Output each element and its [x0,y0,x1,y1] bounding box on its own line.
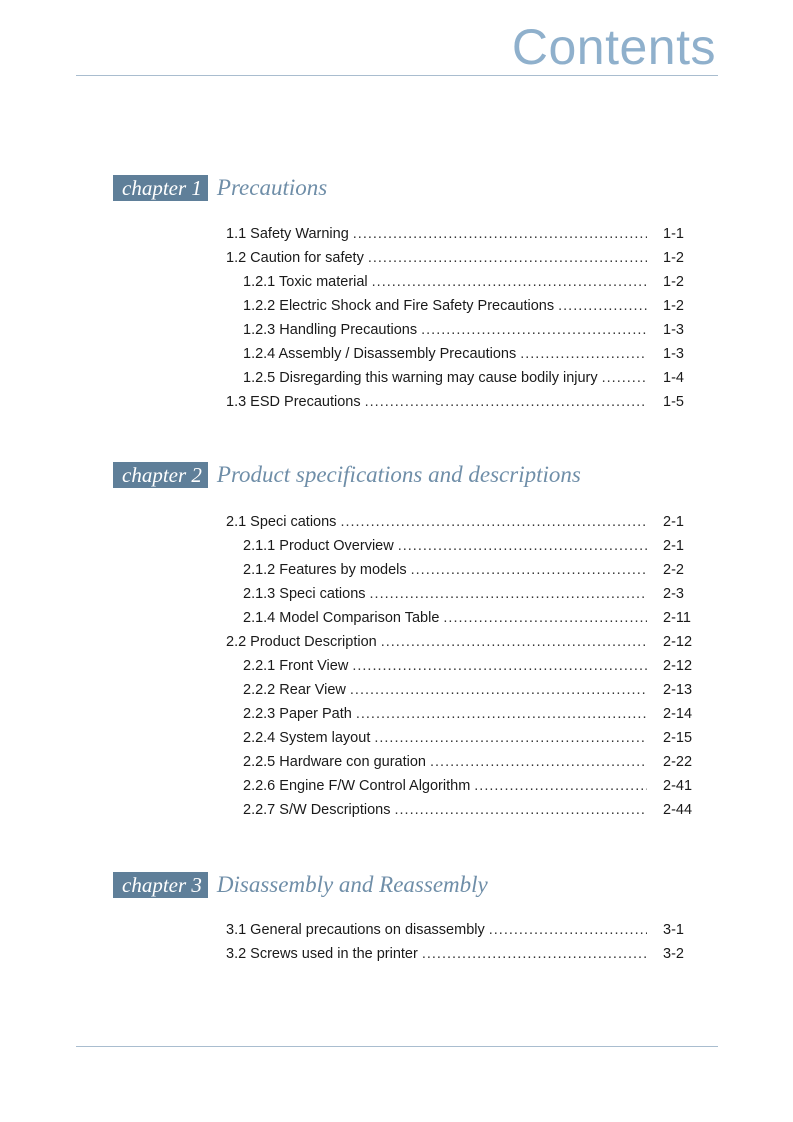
toc-entry[interactable] [226,534,711,558]
chapter-title: Product specifications and descriptions [216,462,581,487]
toc-entry[interactable] [226,798,711,822]
page-title: Contents [511,19,716,75]
chapter-badge: chapter 3 [113,872,208,898]
dot-leader [602,366,647,390]
toc-entry-page: 2-44 [663,802,693,818]
toc-entry-page: 1-1 [663,226,684,242]
toc-entry-page: 3-1 [663,922,684,938]
toc-entry-title: 2.2.2 Rear View [226,678,350,702]
toc-entry-title: 2.1 Speci cations [226,510,340,534]
dot-leader [411,558,647,582]
toc-entry[interactable] [226,678,711,702]
toc-entry-page: 1-2 [663,250,684,266]
dot-leader [421,318,647,342]
chapter-title: Disassembly and Reassembly [216,872,488,897]
toc-entry-title: 1.2.3 Handling Precautions [226,318,421,342]
toc-entry-page: 2-1 [663,514,684,530]
dot-leader [365,390,647,414]
toc-entry-title: 2.1.1 Product Overview [226,534,398,558]
toc-entry-page: 1-3 [663,322,684,338]
dot-leader [520,342,647,366]
toc-entry-title: 2.2 Product Description [226,630,381,654]
toc-entry-title: 1.2 Caution for safety [226,246,368,270]
toc-entry-title: 2.2.4 System layout [226,726,374,750]
dot-leader [370,582,647,606]
dot-leader [489,918,647,942]
toc-entry-page: 2-22 [663,754,693,770]
toc-entry[interactable] [226,582,711,606]
toc-entry[interactable] [226,726,711,750]
chapter-3-toc [226,918,711,966]
toc-entry-title: 1.2.4 Assembly / Disassembly Precautions [226,342,520,366]
toc-entry-page: 2-12 [663,658,693,674]
toc-entry[interactable] [226,342,711,366]
toc-entry[interactable] [226,246,711,270]
chapter-1-heading [113,175,327,201]
toc-entry-page: 2-11 [663,610,691,626]
toc-entry-title: 2.2.6 Engine F/W Control Algorithm [226,774,474,798]
toc-entry-page: 2-12 [663,634,693,650]
toc-entry-title: 2.2.7 S/W Descriptions [226,798,394,822]
chapter-badge: chapter 2 [113,462,208,488]
toc-entry-page: 2-3 [663,586,684,602]
toc-entry-page: 2-41 [663,778,693,794]
toc-entry-page: 1-2 [663,274,684,290]
toc-entry[interactable] [226,558,711,582]
toc-entry-title: 3.2 Screws used in the printer [226,942,422,966]
dot-leader [353,222,647,246]
toc-entry[interactable] [226,702,711,726]
toc-entry[interactable] [226,366,711,390]
dot-leader [350,678,647,702]
dot-leader [368,246,647,270]
toc-entry[interactable] [226,750,711,774]
toc-entry[interactable] [226,774,711,798]
toc-entry-title: 1.3 ESD Precautions [226,390,365,414]
chapter-title: Precautions [216,175,328,200]
toc-entry-title: 2.2.3 Paper Path [226,702,356,726]
dot-leader [558,294,647,318]
chapter-badge: chapter 1 [113,175,208,201]
toc-entry-page: 1-2 [663,298,684,314]
toc-entry-title: 3.1 General precautions on disassembly [226,918,489,942]
bottom-divider [76,1046,718,1047]
toc-entry[interactable] [226,270,711,294]
toc-entry-title: 2.2.5 Hardware con guration [226,750,430,774]
toc-entry[interactable] [226,654,711,678]
toc-entry-page: 2-14 [663,706,693,722]
dot-leader [352,654,647,678]
toc-entry-title: 2.1.4 Model Comparison Table [226,606,443,630]
dot-leader [381,630,647,654]
dot-leader [372,270,647,294]
toc-entry-page: 1-4 [663,370,684,386]
toc-entry[interactable] [226,222,711,246]
chapter-1-toc [226,222,711,414]
toc-entry[interactable] [226,606,711,630]
dot-leader [356,702,647,726]
dot-leader [394,798,647,822]
top-divider [76,75,718,76]
toc-entry[interactable] [226,294,711,318]
toc-entry-title: 1.2.1 Toxic material [226,270,372,294]
dot-leader [443,606,647,630]
toc-entry-title: 1.2.5 Disregarding this warning may cause bodily injury [226,366,602,390]
chapter-2-toc [226,510,711,822]
toc-entry[interactable] [226,390,711,414]
chapter-2-heading [113,462,581,488]
toc-entry-page: 2-13 [663,682,693,698]
dot-leader [398,534,647,558]
dot-leader [430,750,647,774]
toc-entry-title: 1.1 Safety Warning [226,222,353,246]
toc-entry-page: 2-1 [663,538,684,554]
dot-leader [374,726,647,750]
toc-entry-page: 2-15 [663,730,693,746]
dot-leader [474,774,647,798]
dot-leader [340,510,647,534]
toc-entry[interactable] [226,318,711,342]
toc-entry[interactable] [226,510,711,534]
dot-leader [422,942,647,966]
toc-entry-page: 3-2 [663,946,684,962]
toc-entry-title: 2.2.1 Front View [226,654,352,678]
toc-entry-page: 2-2 [663,562,684,578]
toc-entry[interactable] [226,918,711,942]
toc-entry-page: 1-5 [663,394,684,410]
toc-entry-title: 2.1.2 Features by models [226,558,411,582]
toc-entry-page: 1-3 [663,346,684,362]
toc-entry[interactable] [226,942,711,966]
toc-entry-title: 2.1.3 Speci cations [226,582,370,606]
toc-entry[interactable] [226,630,711,654]
chapter-3-heading [113,872,488,898]
toc-entry-title: 1.2.2 Electric Shock and Fire Safety Precautions [226,294,558,318]
